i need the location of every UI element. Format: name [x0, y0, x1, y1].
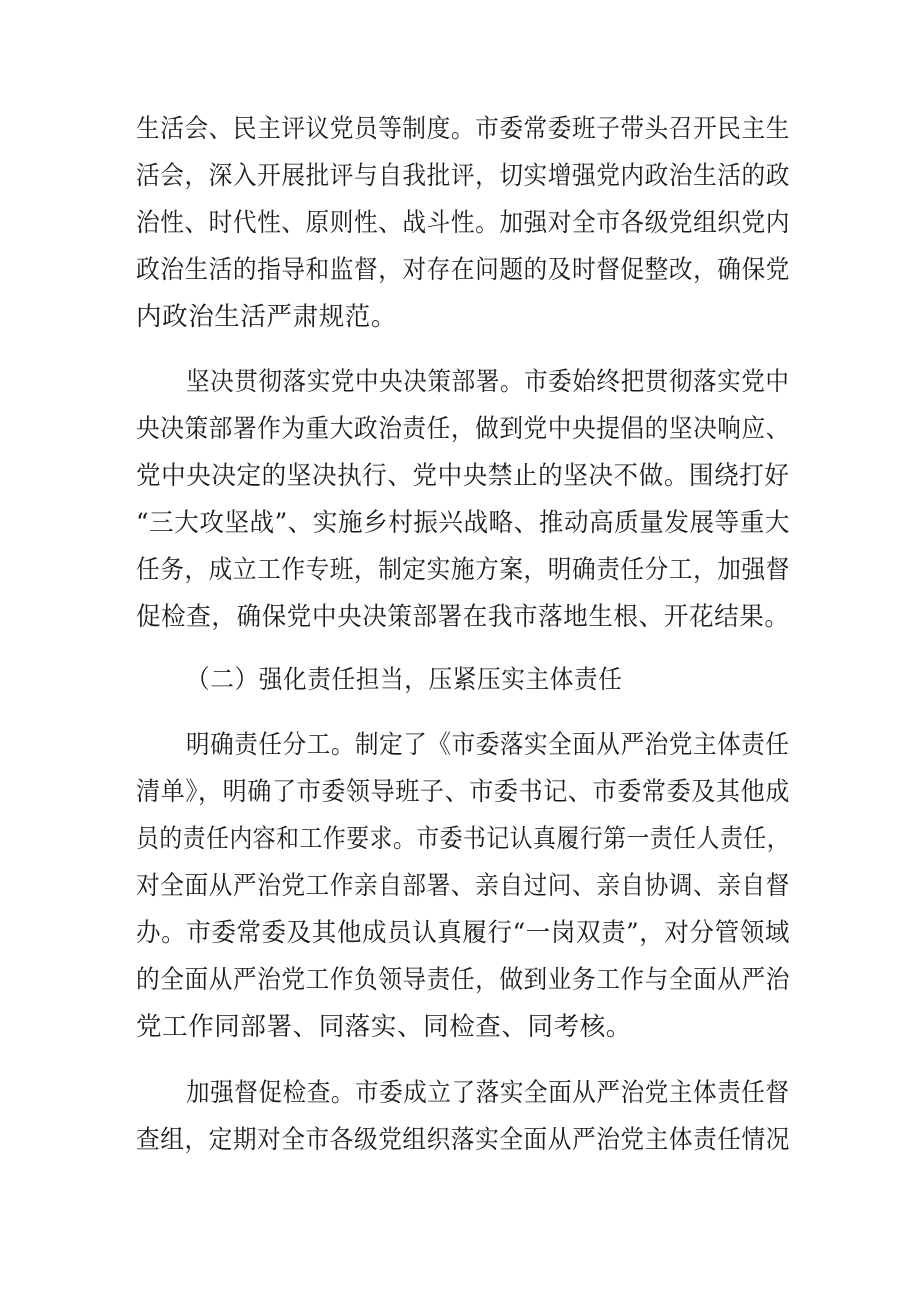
- text-line: 治性、时代性、原则性、战斗性。加强对全市各级党组织党内: [136, 208, 790, 238]
- text-line: 清单》，明确了市委领导班子、市委书记、市委常委及其他成: [136, 777, 790, 807]
- text-line: 党工作同部署、同落实、同检查、同考核。: [136, 1012, 632, 1042]
- text-line-first: 加强督促检查。市委成立了落实全面从严治党主体责任督: [186, 1078, 790, 1108]
- text-line: 办。市委常委及其他成员认真履行“一岗双责”，对分管领域: [136, 918, 790, 948]
- text-line: 政治生活的指导和监督，对存在问题的及时督促整改，确保党: [136, 255, 790, 285]
- text-line-first: 坚决贯彻落实党中央决策部署。市委始终把贯彻落实党中: [186, 367, 790, 397]
- text-line: 对全面从严治党工作亲自部署、亲自过问、亲自协调、亲自督: [136, 871, 790, 901]
- text-line: “三大攻坚战”、实施乡村振兴战略、推动高质量发展等重大: [136, 508, 790, 538]
- text-line: 员的责任内容和工作要求。市委书记认真履行第一责任人责任，: [136, 824, 791, 854]
- text-line: 促检查，确保党中央决策部署在我市落地生根、开花结果。: [136, 602, 790, 632]
- text-line: 的全面从严治党工作负领导责任，做到业务工作与全面从严治: [136, 965, 790, 995]
- text-line: 任务，成立工作专班，制定实施方案，明确责任分工，加强督: [136, 555, 790, 585]
- text-line: 央决策部署作为重大政治责任，做到党中央提倡的坚决响应、: [136, 414, 790, 444]
- text-line: 活会，深入开展批评与自我批评，切实增强党内政治生活的政: [136, 161, 790, 191]
- text-line: 生活会、民主评议党员等制度。市委常委班子带头召开民主生: [136, 114, 790, 144]
- text-line: 内政治生活严肃规范。: [136, 302, 398, 332]
- section-heading: （二）强化责任担当，压紧压实主体责任: [186, 665, 623, 695]
- text-line: 党中央决定的坚决执行、党中央禁止的坚决不做。围绕打好: [136, 461, 790, 491]
- text-line: 查组，定期对全市各级党组织落实全面从严治党主体责任情况: [136, 1125, 790, 1155]
- text-line-first: 明确责任分工。制定了《市委落实全面从严治党主体责任: [186, 730, 790, 760]
